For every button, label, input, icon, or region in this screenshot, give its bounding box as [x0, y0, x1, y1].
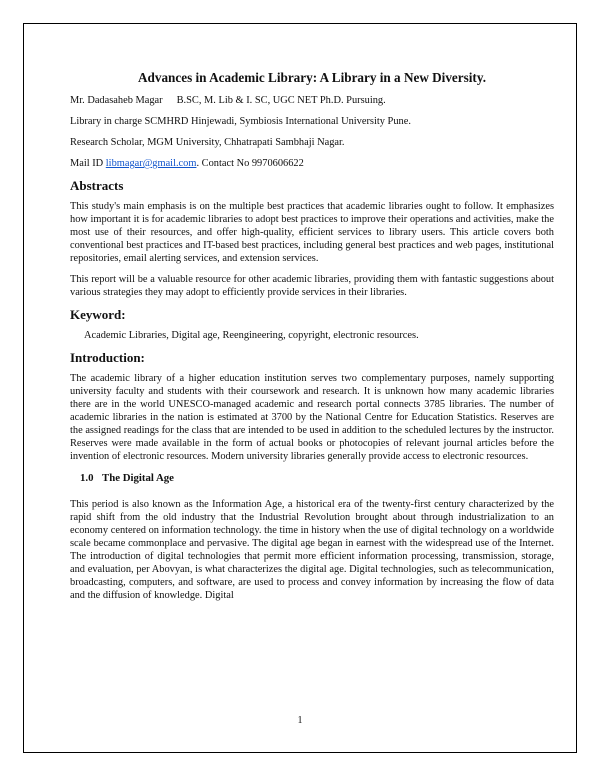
- paper-title: Advances in Academic Library: A Library in a New Diversity.: [138, 70, 486, 85]
- mail-label: Mail ID: [70, 158, 104, 169]
- introduction-paragraph: The academic library of a higher education institution serves two complementary purposes, namely supporting university faculty and students with their coursework and research. It is unknown how many academic libraries there are in the world UNESCO-managed academic and research portal connects 3785 libraries. The number of academic libraries in the nation is estimated at 3700 by the National Centre for Education Statistics. Reserves are the assigned readings for the class that are intended to be used in addition to the scheduled lectures by the instructor. Reserves were made available in the form of actual books or photocopies of relevant journal articles before the invention of electronic resources. Modern university libraries generally provide access to electronic resources.: [70, 373, 554, 462]
- author-contact: [70, 157, 554, 170]
- contact-number: . Contact No 9970606622: [196, 158, 304, 169]
- abstract-heading: Abstracts: [70, 178, 124, 193]
- digital-age-paragraph: This period is also known as the Information Age, a historical era of the twenty-first century characterized by the rapid shift from the old industry that the Industrial Revolution brought about through industrialization to an economy centered on information technology. the time in history when the use of digital technology on a worldwide scale became commonplace and pervasive. The digital age began in earnest with the widespread use of the Internet. The introduction of digital technologies that permit more efficient information processing, transmission, storage, and evaluation, per Abovyan, is what characterizes the digital age. Digital technologies, such as telecommunication, broadcasting, computers, and software, are used to process and convey information by increasing the flow of data and the diffusion of knowledge. Digital: [70, 499, 554, 601]
- abstract-paragraph-1: This study's main emphasis is on the multiple best practices that academic libraries ought to follow. It emphasizes how important it is for academic libraries to adopt best practices to improve their operations and activities, make the most use of their resources, and offer high-quality, efficient services to library users. This article covers both conventional best practices and IT-based best practices, including general best practices and web pages, institutional repositories, email alerting services, and extension services.: [70, 201, 554, 264]
- keyword-heading: Keyword:: [70, 307, 126, 322]
- section-number: 1.0: [80, 472, 94, 484]
- keywords-text: Academic Libraries, Digital age, Reengineering, copyright, electronic resources.: [84, 330, 419, 341]
- author-line: [70, 94, 554, 107]
- email-link[interactable]: libmagar@gmail.com: [105, 158, 197, 169]
- author-affiliation-2: Research Scholar, MGM University, Chhatrapati Sambhaji Nagar.: [70, 137, 345, 148]
- page-number: 1: [297, 715, 303, 726]
- author-name: Mr. Dadasaheb Magar: [70, 95, 163, 106]
- section-title: The Digital Age: [102, 472, 174, 484]
- introduction-heading: Introduction:: [70, 350, 145, 365]
- author-affiliation-1: Library in charge SCMHRD Hinjewadi, Symbiosis International University Pune.: [70, 116, 411, 127]
- page-content: [70, 70, 554, 610]
- digital-age-heading: [80, 472, 554, 485]
- document-page: [23, 23, 577, 753]
- abstract-paragraph-2: This report will be a valuable resource for other academic libraries, providing them with fantastic suggestions about various strategies they may adopt to efficiently provide services in their libraries.: [70, 274, 554, 298]
- author-qualifications: B.SC, M. Lib & I. SC, UGC NET Ph.D. Pursuing.: [176, 95, 386, 106]
